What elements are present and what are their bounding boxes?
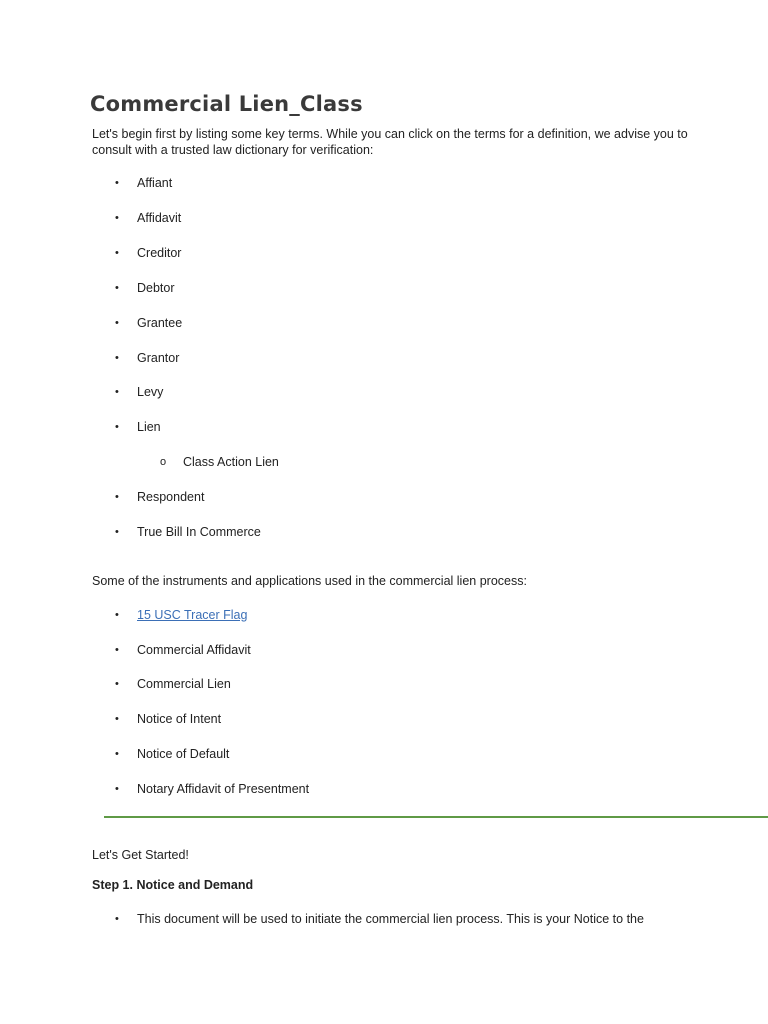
bullet-icon: • — [115, 282, 119, 294]
term-true-bill-in-commerce[interactable]: True Bill In Commerce — [137, 525, 261, 539]
page-title: Commercial Lien_Class — [90, 92, 363, 116]
term-lien[interactable]: Lien — [137, 420, 161, 434]
term-affidavit[interactable]: Affidavit — [137, 211, 182, 225]
term-creditor[interactable]: Creditor — [137, 246, 182, 260]
term-affiant[interactable]: Affiant — [137, 176, 173, 190]
bullet-icon: • — [115, 783, 119, 795]
bullet-icon: • — [115, 386, 119, 398]
term-grantor[interactable]: Grantor — [137, 351, 180, 365]
bullet-icon: • — [115, 678, 119, 690]
bullet-icon: • — [115, 247, 119, 259]
term-levy[interactable]: Levy — [137, 385, 164, 399]
intro-paragraph: Let's begin first by listing some key terms. While you can click on the terms for a definition, we advise you to consult with a trusted law dictionary for verification: — [92, 127, 688, 157]
bullet-icon: • — [115, 644, 119, 656]
sub-bullet-icon: o — [160, 456, 167, 468]
bullet-icon: • — [115, 713, 119, 725]
term-grantee[interactable]: Grantee — [137, 316, 183, 330]
bullet-icon: • — [115, 421, 119, 433]
bullet-icon: • — [115, 177, 119, 189]
instrument-notice-of-intent: Notice of Intent — [137, 712, 222, 726]
bullet-icon: • — [115, 212, 119, 224]
instruments-intro: Some of the instruments and applications used in the commercial lien process: — [92, 574, 527, 588]
step1-heading: Step 1. Notice and Demand — [92, 878, 254, 892]
bullet-icon: • — [115, 748, 119, 760]
instrument-commercial-affidavit: Commercial Affidavit — [137, 643, 251, 657]
bullet-icon: • — [115, 317, 119, 329]
bullet-icon: • — [115, 491, 119, 503]
instrument-notice-of-default: Notice of Default — [137, 747, 230, 761]
bullet-icon: • — [115, 526, 119, 538]
term-respondent[interactable]: Respondent — [137, 490, 205, 504]
instrument-notary-affidavit: Notary Affidavit of Presentment — [137, 782, 310, 796]
section-divider — [104, 816, 768, 818]
term-debtor[interactable]: Debtor — [137, 281, 175, 295]
bullet-icon: • — [115, 352, 119, 364]
bullet-icon: • — [115, 913, 119, 925]
step1-description: This document will be used to initiate the commercial lien process. This is your Notice to the — [137, 912, 644, 926]
term-class-action-lien[interactable]: Class Action Lien — [183, 455, 279, 469]
get-started-text: Let's Get Started! — [92, 848, 189, 862]
tracer-flag-link[interactable]: 15 USC Tracer Flag — [137, 608, 248, 622]
instrument-commercial-lien: Commercial Lien — [137, 677, 231, 691]
bullet-icon: • — [115, 609, 119, 621]
